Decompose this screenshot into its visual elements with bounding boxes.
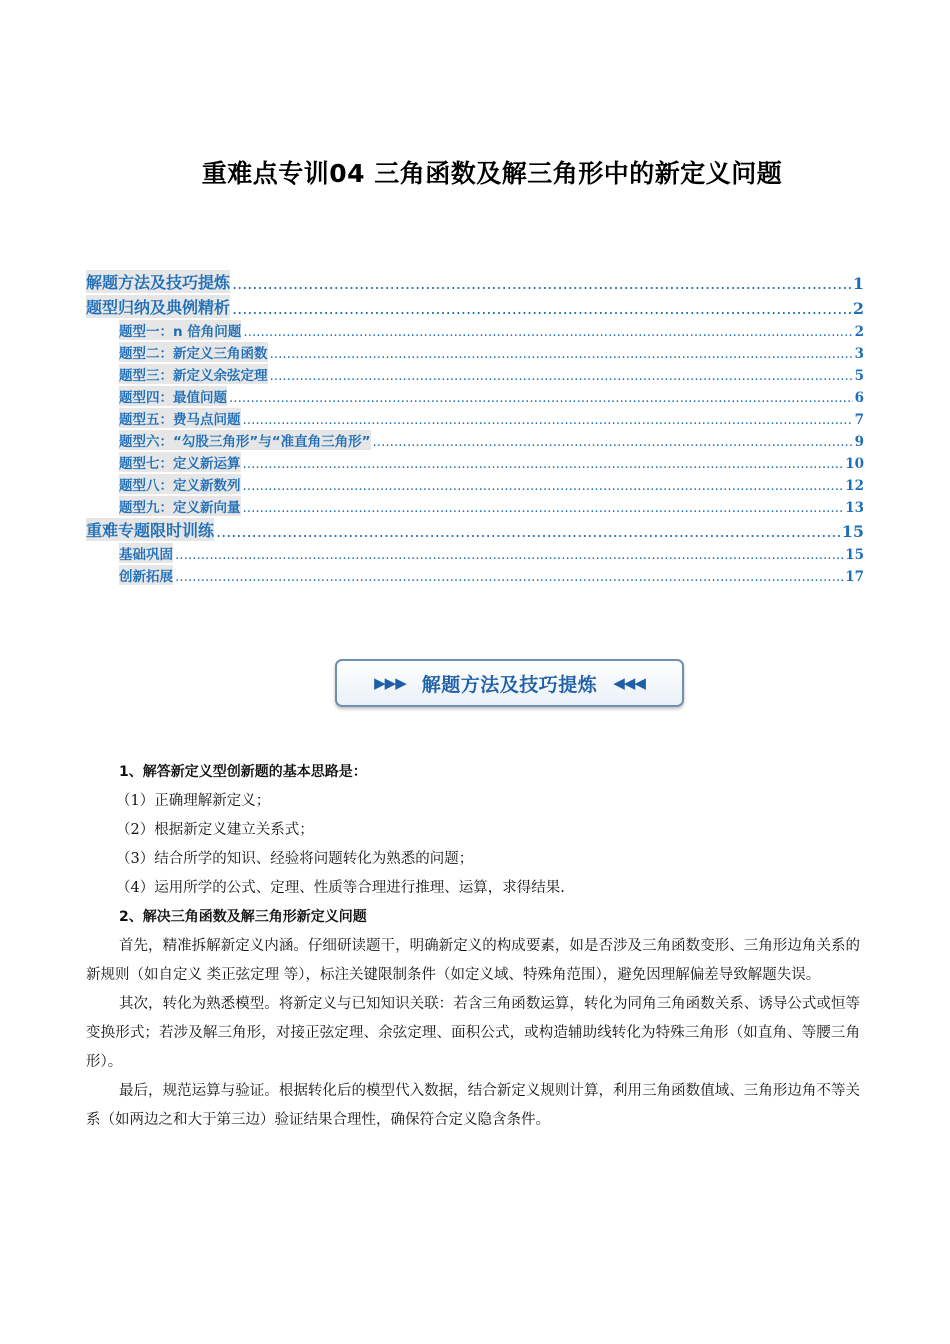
main-content bbox=[86, 758, 860, 1135]
toc-page-number: 1 bbox=[852, 274, 864, 293]
toc-leader bbox=[243, 412, 853, 428]
toc-entry[interactable] bbox=[86, 472, 864, 494]
toc-entry-label: 题型一：n 倍角问题 bbox=[119, 320, 241, 340]
toc-entry-label: 题型四：最值问题 bbox=[119, 386, 227, 406]
toc-leader bbox=[243, 456, 844, 472]
toc-entry[interactable] bbox=[86, 563, 864, 585]
list-item: （2）根据新定义建立关系式； bbox=[116, 822, 314, 838]
toc-entry[interactable] bbox=[86, 318, 864, 340]
toc-entry-label: 题型八：定义新数列 bbox=[119, 474, 241, 494]
toc-entry-label: 题型九：定义新向量 bbox=[119, 496, 241, 516]
toc-entry-label: 题型七：定义新运算 bbox=[119, 452, 241, 472]
toc-entry-label: 题型二：新定义三角函数 bbox=[119, 342, 268, 362]
toc-leader bbox=[373, 434, 853, 450]
toc-page-number: 3 bbox=[854, 346, 864, 362]
list-item: （3）结合所学的知识、经验将问题转化为熟悉的问题； bbox=[116, 851, 474, 867]
table-of-contents bbox=[86, 268, 864, 585]
toc-entry[interactable] bbox=[86, 406, 864, 428]
toc-page-number: 17 bbox=[845, 569, 864, 585]
toc-entry-label: 题型五：费马点问题 bbox=[119, 408, 241, 428]
list-item: （4）运用所学的公式、定理、性质等合理进行推理、运算，求得结果. bbox=[116, 880, 565, 896]
section-heading: 2、解决三角函数及解三角形新定义问题 bbox=[119, 909, 367, 925]
toc-page-number: 15 bbox=[841, 522, 864, 541]
right-arrows-icon: ▶▶▶ bbox=[374, 674, 406, 692]
toc-entry[interactable] bbox=[86, 541, 864, 563]
section-heading: 1、解答新定义型创新题的基本思路是： bbox=[119, 764, 367, 780]
left-arrows-icon: ◀◀◀ bbox=[613, 674, 645, 692]
toc-page-number: 2 bbox=[854, 324, 864, 340]
list-item: （1）正确理解新定义； bbox=[116, 793, 271, 809]
toc-entry[interactable] bbox=[86, 362, 864, 384]
toc-entry-label: 题型六：“勾股三角形”与“准直角三角形” bbox=[119, 430, 371, 450]
toc-entry[interactable] bbox=[86, 293, 864, 318]
toc-leader bbox=[216, 522, 840, 541]
toc-leader bbox=[270, 368, 853, 384]
toc-entry[interactable] bbox=[86, 516, 864, 541]
toc-page-number: 12 bbox=[845, 478, 864, 494]
toc-entry[interactable] bbox=[86, 384, 864, 406]
toc-entry-label: 重难专题限时训练 bbox=[86, 518, 214, 541]
toc-entry-label: 创新拓展 bbox=[119, 565, 173, 585]
toc-entry-label: 题型三：新定义余弦定理 bbox=[119, 364, 268, 384]
toc-leader bbox=[270, 346, 853, 362]
toc-leader bbox=[243, 324, 852, 340]
toc-entry[interactable] bbox=[86, 428, 864, 450]
toc-leader bbox=[229, 390, 853, 406]
paragraph: 首先，精准拆解新定义内涵。仔细研读题干，明确新定义的构成要素，如是否涉及三角函数变形、三角形边角关系的新规则（如自定义 类正弦定理 等），标注关键限制条件（如定义域、特殊角范围），避免因理解偏差导致解题失误。 bbox=[86, 938, 860, 983]
page-title: 重难点专训04 三角函数及解三角形中的新定义问题 bbox=[201, 159, 783, 188]
toc-page-number: 9 bbox=[854, 434, 864, 450]
toc-page-number: 10 bbox=[845, 456, 864, 472]
toc-entry-label: 题型归纳及典例精析 bbox=[86, 295, 230, 318]
toc-page-number: 7 bbox=[854, 412, 864, 428]
toc-leader bbox=[175, 547, 843, 563]
toc-page-number: 15 bbox=[845, 547, 864, 563]
toc-page-number: 5 bbox=[854, 368, 864, 384]
toc-entry[interactable] bbox=[86, 340, 864, 362]
toc-page-number: 6 bbox=[854, 390, 864, 406]
paragraph: 最后，规范运算与验证。根据转化后的模型代入数据，结合新定义规则计算，利用三角函数值域、三角形边角不等关系（如两边之和大于第三边）验证结果合理性，确保符合定义隐含条件。 bbox=[86, 1083, 860, 1128]
section-banner bbox=[335, 659, 684, 707]
toc-page-number: 13 bbox=[845, 500, 864, 516]
toc-leader bbox=[232, 274, 851, 293]
toc-entry[interactable] bbox=[86, 494, 864, 516]
toc-leader bbox=[175, 569, 843, 585]
toc-leader bbox=[243, 500, 844, 516]
toc-leader bbox=[243, 478, 844, 494]
toc-page-number: 2 bbox=[852, 299, 864, 318]
toc-entry[interactable] bbox=[86, 450, 864, 472]
toc-leader bbox=[232, 299, 851, 318]
toc-entry-label: 基础巩固 bbox=[119, 543, 173, 563]
paragraph: 其次，转化为熟悉模型。将新定义与已知知识关联：若含三角函数运算，转化为同角三角函数关系、诱导公式或恒等变换形式；若涉及解三角形，对接正弦定理、余弦定理、面积公式，或构造辅助线转化为特殊三角形（如直角、等腰三角形）。 bbox=[86, 996, 860, 1070]
toc-entry[interactable] bbox=[86, 268, 864, 293]
banner-title: 解题方法及技巧提炼 bbox=[421, 673, 598, 696]
toc-entry-label: 解题方法及技巧提炼 bbox=[86, 270, 230, 293]
